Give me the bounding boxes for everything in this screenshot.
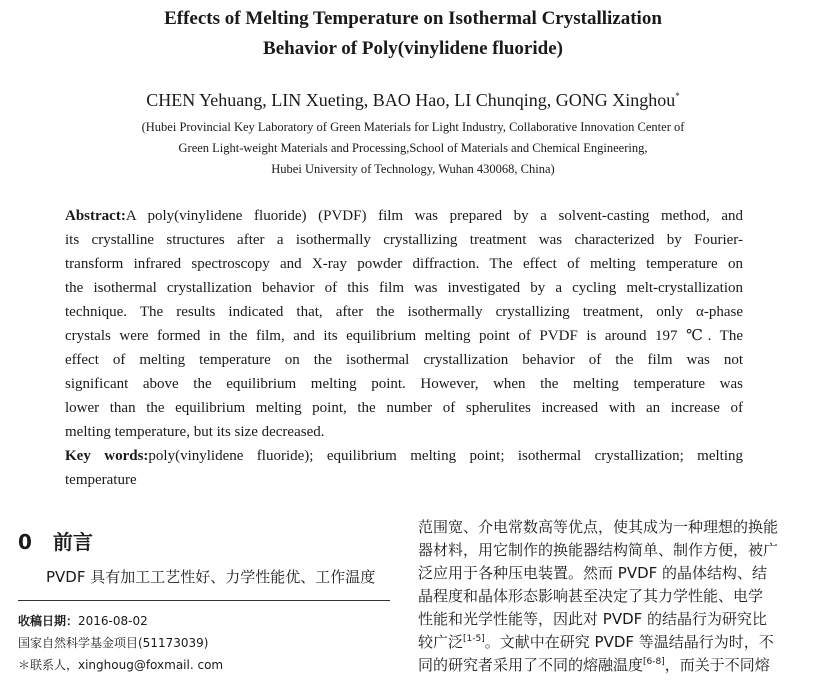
affiliation-line-3: Hubei University of Technology, Wuhan 430068, China) — [271, 162, 555, 176]
keywords-text: poly(vinylidene fluoride); equilibrium melting point; isothermal crystallization; melting — [148, 448, 743, 464]
abstract-line — [65, 204, 743, 228]
contact-note: ＊联系人，xinghoug@foxmail. com — [18, 658, 224, 672]
right-column-line: 晶程度和晶体形态影响甚至决定了其力学性能、电学 — [418, 587, 764, 605]
section-title: 前言 — [52, 530, 93, 554]
abstract-line: effect of melting temperature on the isothermal crystallization behavior of the film was not — [65, 352, 743, 368]
abstract-line: transform infrared spectroscopy and X-ray powder diffraction. The effect of melting temperature on — [65, 256, 743, 272]
received-label: 收稿日期： — [18, 614, 79, 628]
abstract-line: its crystalline structures after a isothermally crystallizing treatment was characterized by Fourier- — [65, 232, 743, 248]
abstract-text: A poly(vinylidene fluoride) (PVDF) film was prepared by a solvent-casting method, and — [125, 208, 743, 224]
abstract-line: technique. The results indicated that, after the isothermally crystallizing treatment, only α-phase — [65, 304, 743, 320]
affiliation-line-2: Green Light-weight Materials and Processing,School of Materials and Chemical Engineering, — [178, 141, 648, 155]
funding-note: 国家自然科学基金项目(51173039) — [18, 636, 209, 650]
footnote-divider — [18, 600, 390, 601]
right-column-line — [418, 631, 791, 652]
abstract-line: melting temperature, but its size decreased. — [65, 424, 325, 440]
text-span: 同的研究者采用了不同的熔融温度 — [418, 656, 644, 674]
right-column-line — [418, 654, 791, 675]
right-column-line: 性能和光学性能等，因此对 PVDF 的结晶行为研究比 — [418, 610, 768, 628]
abstract-label: Abstract: — [65, 208, 126, 224]
author-list — [0, 90, 826, 111]
section-number: 0 — [18, 530, 32, 554]
affiliation-line-1: (Hubei Provincial Key Laboratory of Green Materials for Light Industry, Collaborative Innovation Center of — [141, 120, 685, 134]
right-column-line: 范围宽、介电常数高等优点，使其成为一种理想的换能 — [418, 518, 779, 536]
text-span: 较广泛 — [418, 633, 464, 651]
left-column-line: PVDF 具有加工工艺性好、力学性能优、工作温度 — [46, 568, 376, 586]
paper-title-line-2: Behavior of Poly(vinylidene fluoride) — [263, 38, 563, 59]
abstract-line: significant above the equilibrium melting point. However, when the melting temperature was — [65, 376, 743, 392]
received-value: 2016-08-02 — [78, 614, 148, 628]
text-span: ，而关于不同熔 — [664, 656, 770, 674]
paper-title-line-1: Effects of Melting Temperature on Isothermal Crystallization — [164, 8, 662, 29]
right-column-line: 泛应用于各种压电装置。然而 PVDF 的晶体结构、结 — [418, 564, 768, 582]
citation-ref: [6-8] — [643, 657, 665, 667]
citation-ref: [1-5] — [463, 634, 485, 644]
author-names: CHEN Yehuang, LIN Xueting, BAO Hao, LI Chunqing, GONG Xinghou — [146, 90, 676, 110]
keywords-label: Key words: — [65, 448, 149, 464]
right-column-line: 器材料，用它制作的换能器结构简单、制作方便，被广 — [418, 541, 779, 559]
corresponding-author-mark: * — [675, 91, 680, 101]
section-heading — [18, 526, 93, 555]
abstract-line: crystals were formed in the film, and its equilibrium melting point of PVDF is around 197 ℃. The — [65, 328, 743, 344]
abstract-line: lower than the equilibrium melting point, the number of spherulites increased with an increase of — [65, 400, 743, 416]
text-span: 。文献中在研究 PVDF 等温结晶行为时，不 — [484, 633, 774, 651]
keywords-line — [65, 444, 743, 468]
keywords-line-2: temperature — [65, 472, 137, 488]
abstract-line: the isothermal crystallization behavior of this film was investigated by a cycling melt-crystallization — [65, 280, 743, 296]
received-date — [18, 612, 148, 629]
